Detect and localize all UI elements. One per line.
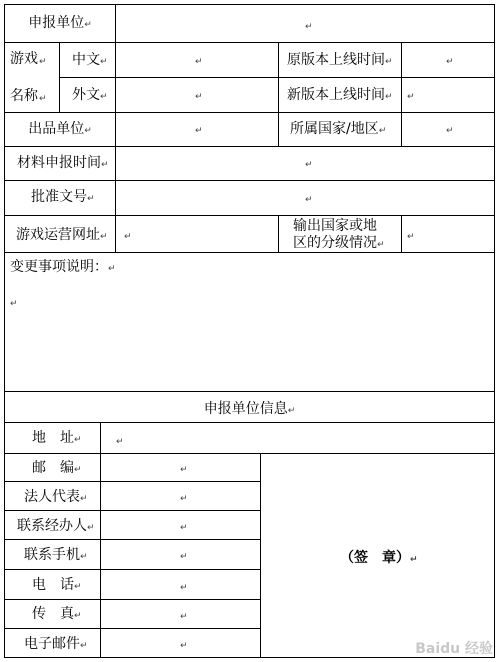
field-original-launch-time[interactable]: ↵ [446,57,454,67]
label-publisher: 出品单位↵ [28,121,92,137]
label-mobile: 联系手机↵ [24,547,88,563]
label-export-rating-line2: 区的分级情况↵ [293,235,385,251]
label-phone: 电 话↵ [32,577,82,593]
label-contact-person: 联系经办人↵ [17,518,95,534]
field-new-launch-time[interactable]: ↵ [407,92,415,102]
field-phone[interactable]: ↵ [180,583,188,593]
field-address[interactable]: ↵ [116,437,124,447]
field-mobile[interactable]: ↵ [180,552,188,562]
field-legal-representative[interactable]: ↵ [180,494,188,504]
field-change-note[interactable]: ↵ [10,299,18,309]
field-country-region[interactable]: ↵ [446,126,454,136]
field-operation-url[interactable]: ↵ [124,232,132,242]
field-material-date[interactable]: ↵ [305,160,313,170]
label-operation-url: 游戏运营网址↵ [16,227,108,243]
para-mark: ↵ [39,57,47,67]
label-applicant: 申报单位↵ [28,15,92,31]
field-chinese-name[interactable]: ↵ [195,57,203,67]
label-material-date: 材料申报时间↵ [17,155,109,171]
label-fax: 传 真↵ [32,606,82,622]
field-email[interactable]: ↵ [180,641,188,651]
watermark-logo: Baidu 经验 [415,641,493,657]
label-export-rating-line1: 输出国家或地 [293,218,377,234]
label-original-launch-time: 原版本上线时间↵ [287,52,393,68]
label-foreign: 外文↵ [72,87,108,103]
field-fax[interactable]: ↵ [180,612,188,622]
field-export-rating[interactable]: ↵ [407,232,415,242]
label-game-name-line1: 游戏 [10,51,38,67]
label-address: 地 址↵ [32,430,82,446]
seal-area[interactable]: （签 章）↵ [340,550,418,566]
field-contact-person[interactable]: ↵ [180,523,188,533]
label-legal-representative: 法人代表↵ [24,489,88,505]
para-mark: ↵ [39,94,47,104]
label-new-launch-time: 新版本上线时间↵ [287,87,393,103]
label-approval-number: 批准文号↵ [31,189,95,205]
label-game-name-line2: 名称 [10,88,38,104]
label-chinese: 中文↵ [72,52,108,68]
label-country-region: 所属国家/地区↵ [290,121,387,137]
field-postcode[interactable]: ↵ [180,465,188,475]
label-change-note: 变更事项说明：↵ [10,259,116,275]
field-approval-number[interactable]: ↵ [305,195,313,205]
field-publisher[interactable]: ↵ [195,126,203,136]
section-title-applicant-info: 申报单位信息↵ [203,401,296,417]
label-postcode: 邮 编↵ [32,460,82,476]
field-applicant[interactable]: ↵ [305,22,313,32]
label-email: 电子邮件↵ [24,636,88,652]
field-foreign-name[interactable]: ↵ [195,92,203,102]
